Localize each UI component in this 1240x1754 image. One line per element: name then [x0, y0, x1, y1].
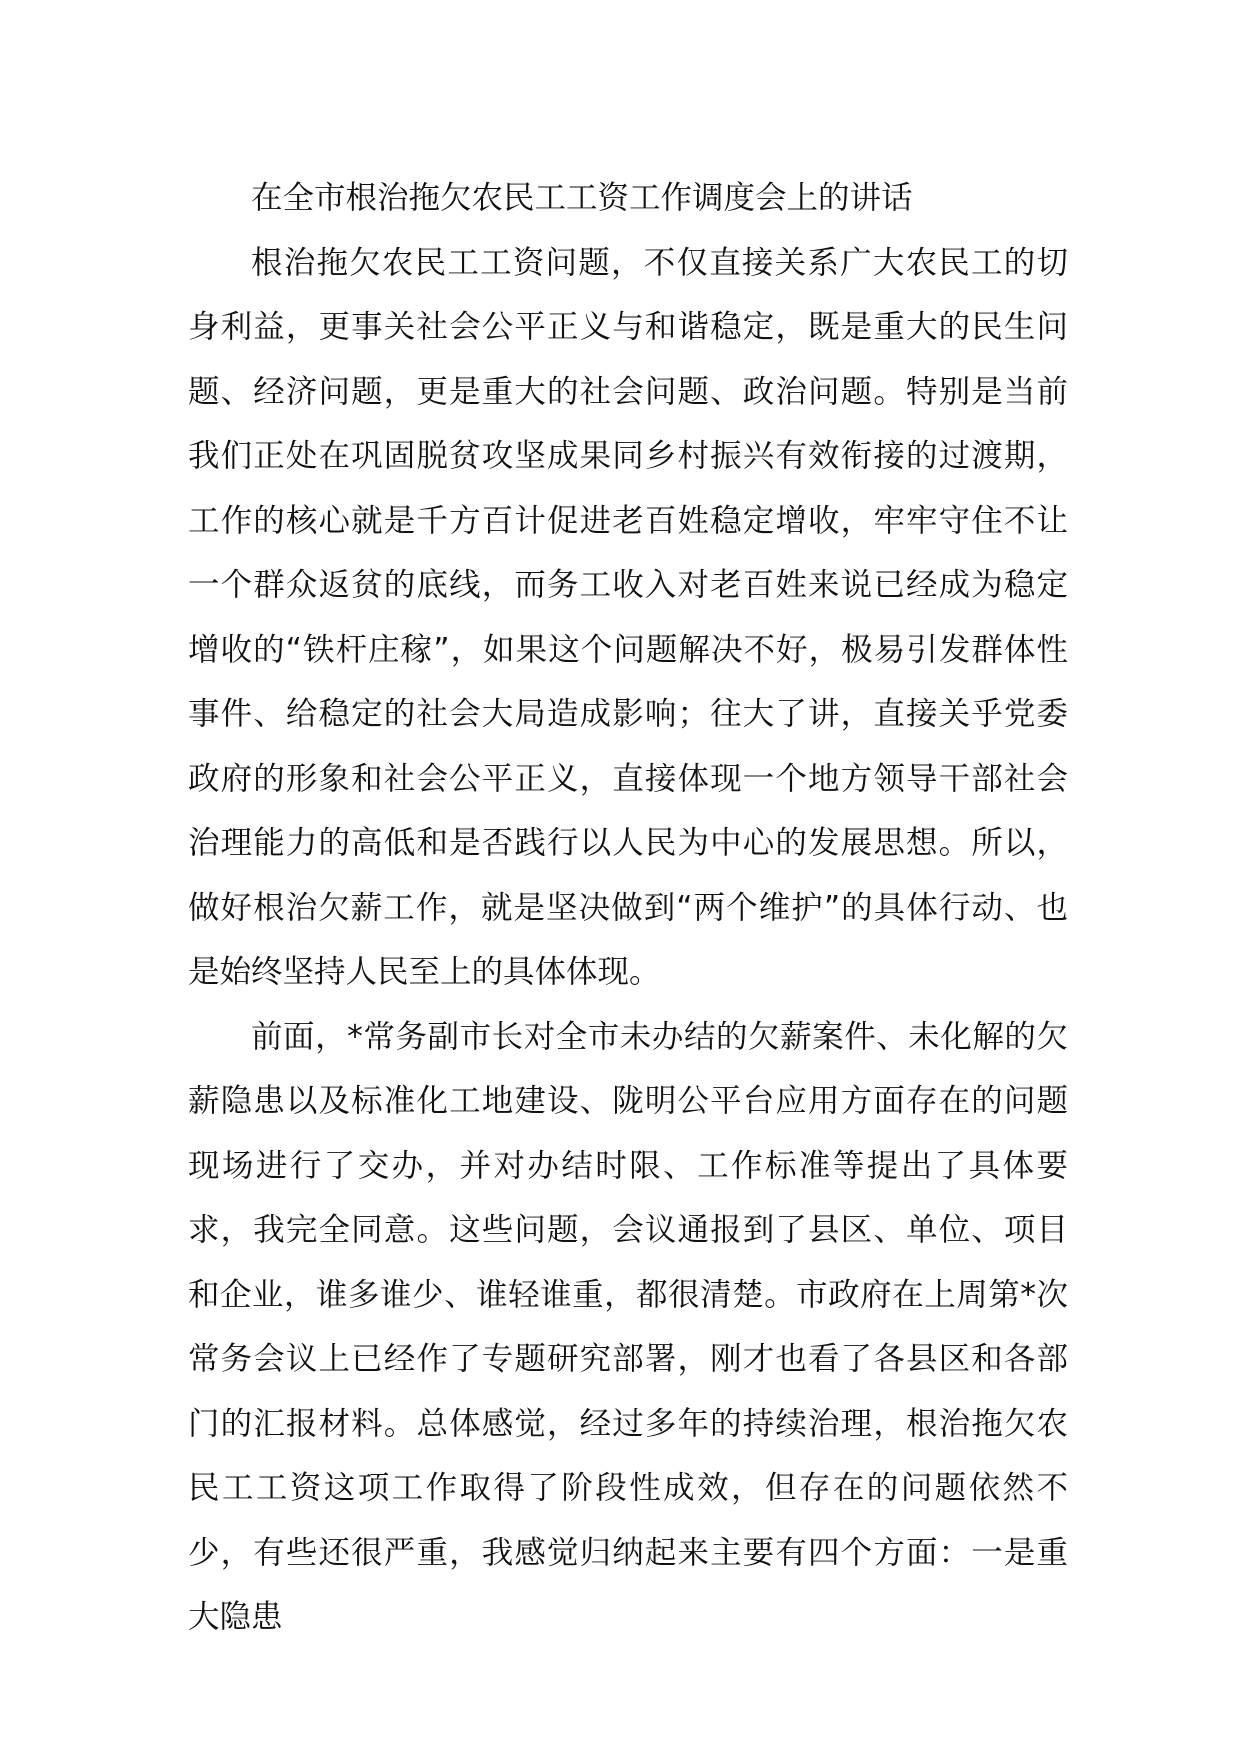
- paragraph-1: 根治拖欠农民工工资问题，不仅直接关系广大农民工的切身利益，更事关社会公平正义与和谐稳定，既是重大的民生问题、经济问题，更是重大的社会问题、政治问题。特别是当前我们正处在巩固脱贫攻坚成果同乡村振兴有效衔接的过渡期，工作的核心就是千方百计促进老百姓稳定增收，牢牢守住不让一个群众返贫的底线，而务工收入对老百姓来说已经成为稳定增收的“铁杆庄稼”，如果这个问题解决不好，极易引发群体性事件、给稳定的社会大局造成影响；往大了讲，直接关乎党委政府的形象和社会公平正义，直接体现一个地方领导干部社会治理能力的高低和是否践行以人民为中心的发展思想。所以，做好根治欠薪工作，就是坚决做到“两个维护”的具体行动、也是始终坚持人民至上的具体体现。: [188, 244, 1068, 990]
- document-title: 在全市根治拖欠农民工工资工作调度会上的讲话: [251, 180, 913, 216]
- paragraph-2: 前面，*常务副市长对全市未办结的欠薪案件、未化解的欠薪隐患以及标准化工地建设、陇明公平台应用方面存在的问题现场进行了交办，并对办结时限、工作标准等提出了具体要求，我完全同意。这些问题，会议通报到了县区、单位、项目和企业，谁多谁少、谁轻谁重，都很清楚。市政府在上周第*次常务会议上已经作了专题研究部署，刚才也看了各县区和各部门的汇报材料。总体感觉，经过多年的持续治理，根治拖欠农民工工资这项工作取得了阶段性成效，但存在的问题依然不少，有些还很严重，我感觉归纳起来主要有四个方面：一是重大隐患: [188, 1018, 1068, 1635]
- document-body: [188, 166, 1068, 1650]
